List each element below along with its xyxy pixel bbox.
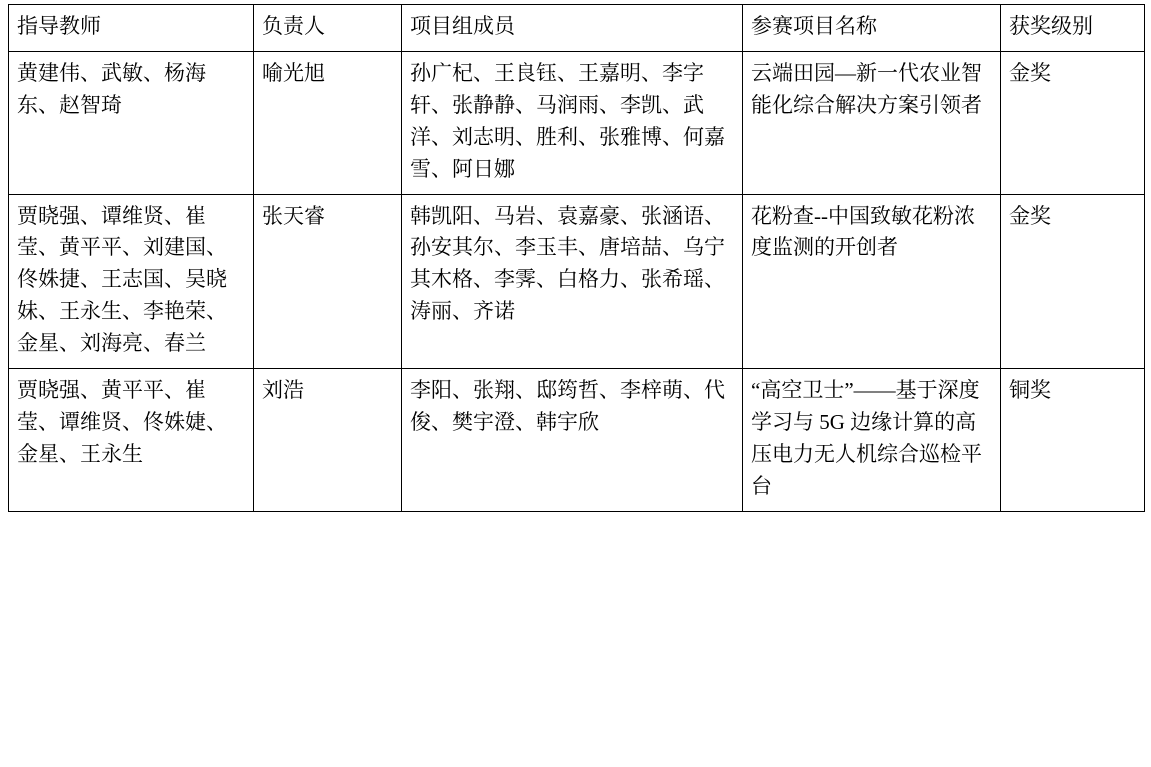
cell-members: 孙广杞、王良钰、王嘉明、李字轩、张静静、马润雨、李凯、武洋、刘志明、胜利、张雅博、何嘉雪、阿日娜 — [402, 51, 743, 194]
cell-leader: 张天睿 — [254, 194, 402, 369]
column-header-project: 参赛项目名称 — [743, 5, 1001, 52]
cell-project: “高空卫士”——基于深度学习与 5G 边缘计算的高压电力无人机综合巡检平台 — [743, 369, 1001, 512]
table-row — [9, 369, 1145, 512]
cell-leader: 刘浩 — [254, 369, 402, 512]
column-header-teachers: 指导教师 — [9, 5, 254, 52]
table-row — [9, 51, 1145, 194]
cell-project: 花粉查--中国致敏花粉浓度监测的开创者 — [743, 194, 1001, 369]
table-header-row — [9, 5, 1145, 52]
cell-level: 金奖 — [1001, 194, 1145, 369]
award-table — [8, 4, 1145, 512]
cell-teachers: 贾晓强、黄平平、崔莹、谭维贤、佟姝婕、金星、王永生 — [9, 369, 254, 512]
cell-teachers: 黄建伟、武敏、杨海东、赵智琦 — [9, 51, 254, 194]
column-header-leader: 负责人 — [254, 5, 402, 52]
cell-leader: 喻光旭 — [254, 51, 402, 194]
cell-project: 云端田园—新一代农业智能化综合解决方案引领者 — [743, 51, 1001, 194]
cell-members: 李阳、张翔、邸筠哲、李梓萌、代俊、樊宇澄、韩宇欣 — [402, 369, 743, 512]
cell-level: 铜奖 — [1001, 369, 1145, 512]
cell-level: 金奖 — [1001, 51, 1145, 194]
column-header-members: 项目组成员 — [402, 5, 743, 52]
cell-teachers: 贾晓强、谭维贤、崔莹、黄平平、刘建国、佟姝捷、王志国、吴晓妹、王永生、李艳荣、金星、刘海亮、春兰 — [9, 194, 254, 369]
cell-members: 韩凯阳、马岩、袁嘉豪、张涵语、孙安其尔、李玉丰、唐培喆、乌宁其木格、李霁、白格力、张希瑶、涛丽、齐诺 — [402, 194, 743, 369]
column-header-level: 获奖级别 — [1001, 5, 1145, 52]
table-row — [9, 194, 1145, 369]
